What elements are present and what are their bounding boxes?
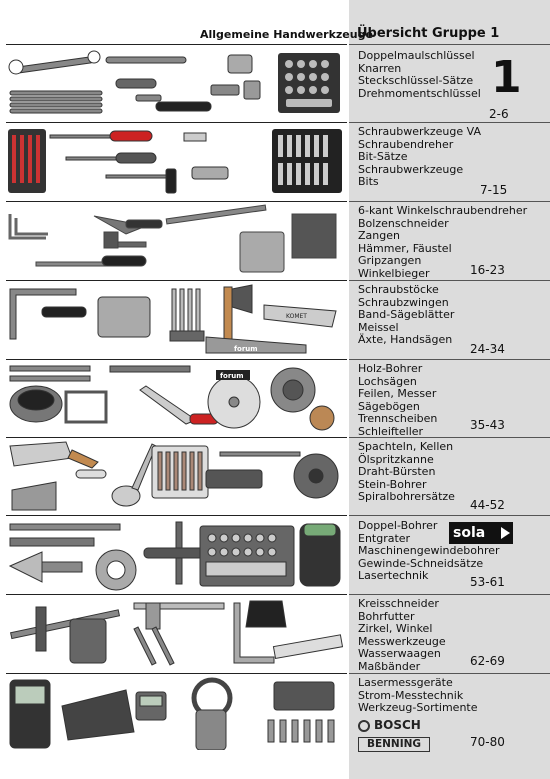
list-item: Maßbänder [358,659,421,673]
list-item: Sägebögen [358,399,420,413]
section-1-list [358,50,508,100]
sola-logo-text: sola [453,525,486,541]
page-range: 7-15 [480,183,508,197]
list-item: Schleifteller [358,424,424,438]
list-item: Winkelbieger [358,266,430,280]
list-item: Bits [358,175,379,188]
tool-image-measuring [6,597,344,671]
bosch-logo [358,718,421,732]
divider [349,122,550,123]
list-item: Gripzangen [358,254,422,267]
tool-image-spatulas-brushes [6,440,344,514]
page-range: 24-34 [470,342,505,356]
list-item: 6-kant Winkelschraubendreher [358,204,528,217]
divider [6,673,347,674]
divider [349,673,550,674]
page-range: 62-69 [470,654,505,668]
section-6-list [358,441,508,504]
forum-label-saw: forum [234,345,258,353]
list-item: Doppelmaulschlüssel [358,49,475,62]
list-item: Messwerkzeuge [358,634,446,648]
list-item: Bolzenschneider [358,216,449,230]
tool-image-drills-discs [6,362,344,436]
list-item: Holz-Bohrer [358,362,423,375]
divider [349,515,550,516]
page-header-right: Übersicht Gruppe 1 [357,26,500,41]
benning-logo: BENNING [358,737,430,752]
list-item: Maschinengewindebohrer [358,544,500,557]
page-range: 44-52 [470,498,505,512]
list-item: Spiralbohrersätze [358,490,455,503]
list-item: Doppel-Bohrer [358,519,438,532]
list-item: Lasermessgeräte [358,676,453,689]
list-item: Werkzeug-Sortimente [358,701,478,714]
list-item: Gewinde-Schneidsätze [358,556,484,570]
divider [349,359,550,360]
list-item: Bohrfutter [358,609,415,623]
divider [6,515,347,516]
section-4-list [358,284,508,347]
list-item: Knarren [358,61,402,75]
list-item: Feilen, Messer [358,387,437,400]
page-range: 70-80 [470,735,505,749]
bosch-ring-icon [358,720,370,732]
page-header-left: Allgemeine Handwerkzeuge [200,28,373,41]
list-item: Lasertechnik [358,569,429,582]
tool-image-meters [6,676,344,750]
list-item: Schraubstöcke [358,283,439,296]
komet-label: KOMET [286,313,307,320]
divider [6,359,347,360]
list-item: Schraubendreher [358,137,454,151]
list-item: Trennscheiben [358,412,438,425]
list-item: Band-Sägeblätter [358,308,455,321]
list-item: Draht-Bürsten [358,465,436,478]
divider [349,280,550,281]
page-range: 53-61 [470,575,505,589]
list-item: Spachteln, Kellen [358,440,454,453]
list-item: Hämmer, Fäustel [358,241,452,255]
divider [349,44,550,45]
list-item: Drehmomentschlüssel [358,86,481,100]
tool-image-wrenches [6,47,344,120]
divider [349,594,550,595]
forum-label-disc: forum [220,372,244,380]
list-item: Zirkel, Winkel [358,622,433,635]
divider [6,437,347,438]
divider [6,201,347,202]
list-item: Ölspritzkanne [358,452,434,466]
page-range: 35-43 [470,418,505,432]
list-item: Schraubwerkzeuge VA [358,125,481,138]
list-item: Schraubzwingen [358,295,449,309]
divider [349,201,550,202]
divider [6,280,347,281]
divider [6,122,347,123]
arrow-icon [501,527,510,539]
list-item: Schraubwerkzeuge [358,162,464,176]
tool-image-taps-laser [6,518,344,592]
list-item: Stein-Bohrer [358,477,427,491]
tool-image-screwdrivers [6,125,344,199]
section-2-list [358,126,508,189]
tool-image-vises-saws [6,283,344,357]
list-item: Steckschlüssel-Sätze [358,74,474,87]
group-number: 1 [491,52,522,103]
page-range: 16-23 [470,263,505,277]
list-item: Strom-Messtechnik [358,688,464,702]
divider [6,594,347,595]
sola-logo [449,522,513,544]
divider [6,44,347,45]
tool-image-pliers [6,204,344,278]
list-item: Bit-Sätze [358,150,408,163]
page-range: 2-6 [489,107,509,121]
list-item: Wasserwaagen [358,647,441,660]
list-item: Äxte, Handsägen [358,333,453,346]
bosch-logo-text: BOSCH [374,718,421,732]
list-item: Entgrater [358,531,411,545]
section-9-list [358,677,508,715]
list-item: Zangen [358,229,400,242]
list-item: Lochsägen [358,374,417,388]
list-item: Kreisschneider [358,597,439,610]
list-item: Meissel [358,320,399,334]
